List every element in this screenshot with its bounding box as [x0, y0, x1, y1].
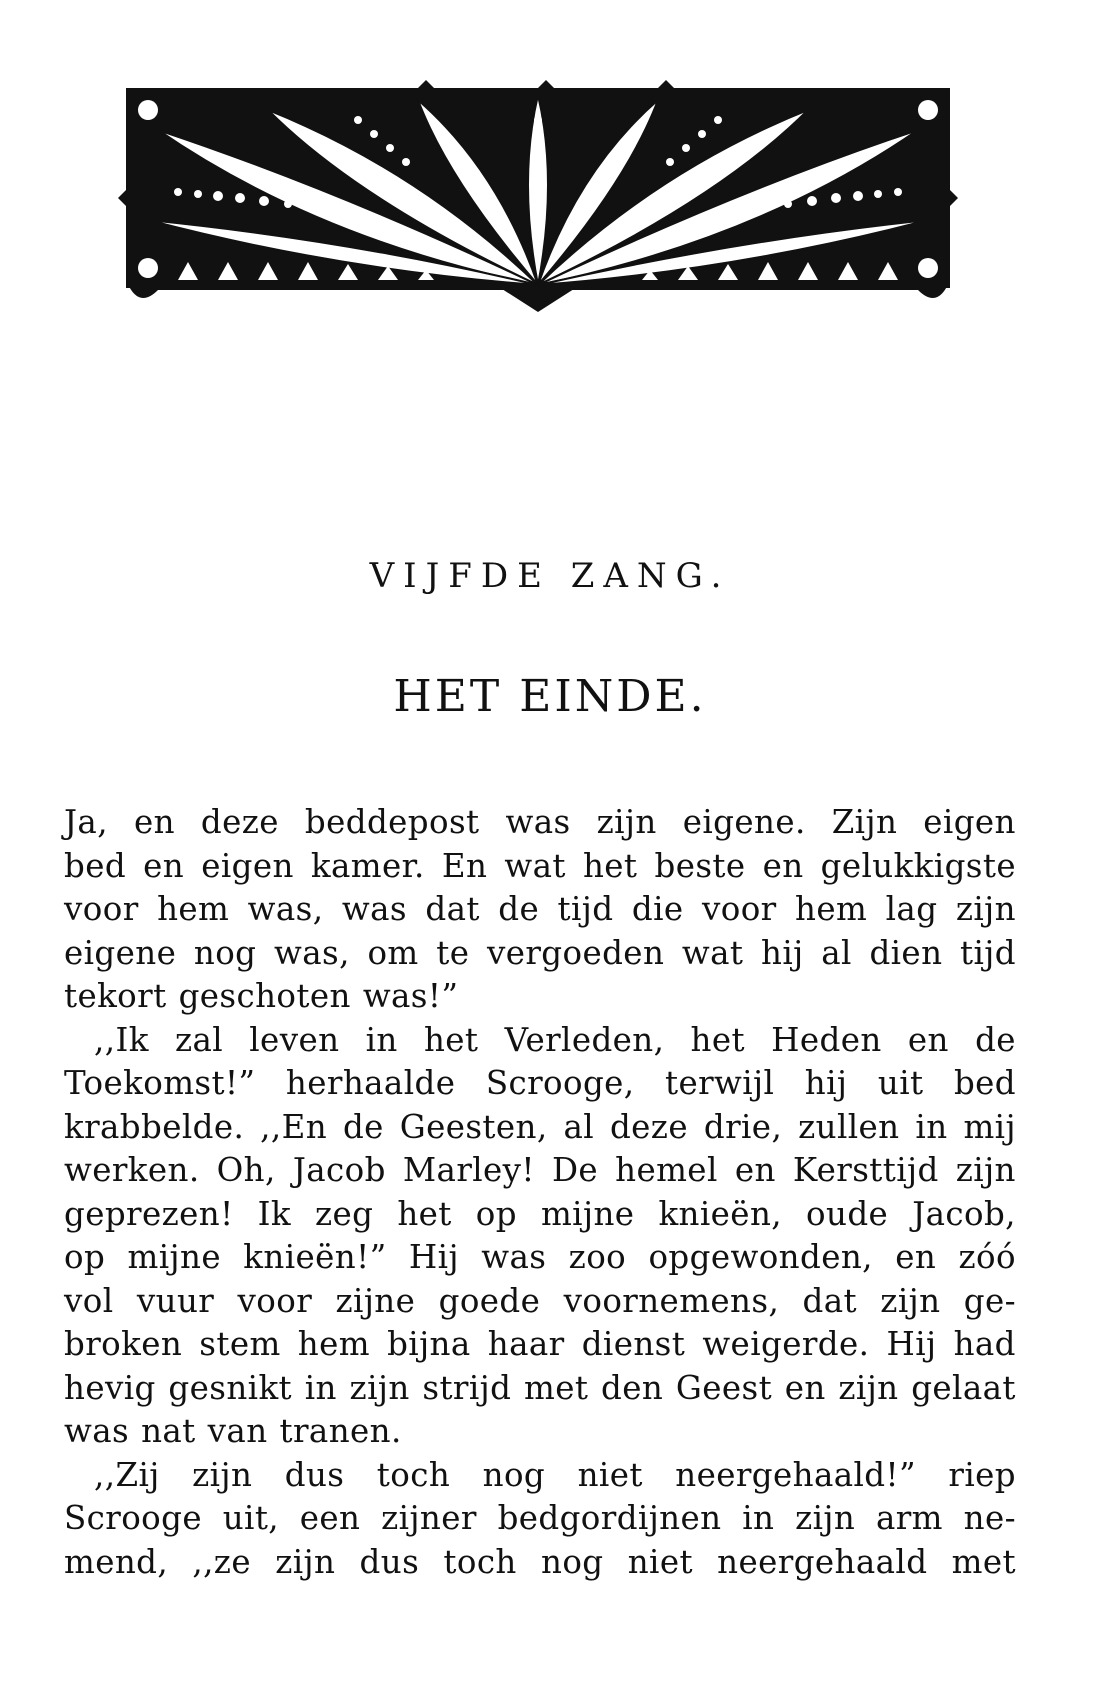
- word: op: [64, 1238, 106, 1276]
- word: zijn: [955, 1151, 1016, 1189]
- word: ,,ze: [192, 1542, 251, 1581]
- word: mend,: [64, 1542, 169, 1581]
- word: en: [784, 1368, 826, 1407]
- word: hevig: [64, 1368, 156, 1407]
- word: gelukkigste: [820, 846, 1016, 885]
- word: en: [762, 846, 804, 885]
- word: oude: [806, 1194, 889, 1233]
- word: eigene: [64, 933, 177, 972]
- word: krabbelde.: [64, 1107, 245, 1146]
- word: een: [299, 1499, 361, 1537]
- text-line: [64, 1236, 1016, 1280]
- word: dienst: [581, 1325, 686, 1363]
- word: den: [601, 1368, 664, 1407]
- word: uit,: [222, 1499, 280, 1537]
- word: hemel: [615, 1151, 718, 1189]
- word: bed: [64, 846, 127, 885]
- word: drie,: [703, 1107, 783, 1146]
- word: ne-: [963, 1499, 1016, 1537]
- text-line: [64, 1106, 1016, 1150]
- word: zijn: [349, 1368, 410, 1407]
- word: De: [551, 1151, 599, 1189]
- text-line: [64, 1410, 1016, 1454]
- word: zullen: [798, 1107, 900, 1146]
- word: vergoeden: [486, 933, 665, 972]
- word: riep: [948, 1455, 1016, 1494]
- word: al: [563, 1107, 595, 1146]
- word: dus: [284, 1455, 345, 1494]
- word: haar: [487, 1325, 565, 1363]
- word: Ik: [257, 1194, 291, 1233]
- word: gesnikt: [168, 1368, 293, 1407]
- word: nat: [141, 1412, 196, 1450]
- word: was: [64, 1412, 130, 1450]
- word: dat: [425, 890, 480, 928]
- word: voor: [701, 890, 777, 928]
- text-line: [64, 1323, 1016, 1367]
- text-line: [64, 801, 1016, 845]
- word: was: [481, 1238, 547, 1276]
- word: de: [498, 890, 540, 928]
- text-line: [64, 1454, 1016, 1498]
- word: dus: [359, 1542, 420, 1581]
- word: zijn: [795, 1499, 856, 1537]
- word: in: [365, 1020, 398, 1059]
- word: Hij: [886, 1325, 937, 1363]
- word: toch: [443, 1542, 517, 1581]
- word: strijd: [422, 1368, 512, 1407]
- word: het: [582, 846, 638, 885]
- word: zijne: [335, 1281, 416, 1320]
- word: nog: [193, 933, 257, 972]
- word: mijne: [127, 1238, 221, 1276]
- word: bed: [953, 1064, 1016, 1102]
- word: Heden: [771, 1020, 882, 1059]
- word: ,,Zij: [94, 1455, 160, 1494]
- word: opgewonden,: [648, 1238, 873, 1276]
- text-line: [64, 1280, 1016, 1324]
- word: geschoten: [178, 977, 351, 1015]
- word: tekort: [64, 977, 167, 1015]
- word: zijn: [838, 1368, 899, 1407]
- word: zijner: [381, 1499, 477, 1537]
- word: het: [397, 1194, 452, 1233]
- word: zijn: [955, 890, 1016, 928]
- word: Scrooge: [64, 1499, 202, 1537]
- word: vuur: [136, 1281, 215, 1320]
- word: beddepost: [304, 803, 480, 841]
- word: wat: [681, 933, 744, 972]
- word: knieën!”: [243, 1238, 387, 1276]
- word: knieën,: [658, 1194, 783, 1233]
- word: neergehaald!”: [675, 1455, 916, 1494]
- word: ,,Ik: [94, 1020, 149, 1059]
- text-line: [64, 1149, 1016, 1193]
- word: Kersttijd: [792, 1151, 939, 1189]
- word: Jacob: [292, 1151, 386, 1189]
- word: mijne: [540, 1194, 635, 1233]
- word: Zijn: [831, 803, 898, 841]
- word: zeg: [314, 1194, 374, 1233]
- word: was,: [247, 890, 324, 928]
- text-line: [64, 888, 1016, 932]
- decorative-headpiece-icon: [118, 80, 958, 320]
- word: in: [304, 1368, 337, 1407]
- word: vol: [64, 1281, 114, 1320]
- word: met: [524, 1368, 589, 1407]
- word: nog: [540, 1542, 604, 1581]
- word: op: [475, 1194, 517, 1233]
- text-line: [64, 932, 1016, 976]
- word: niet: [577, 1455, 643, 1494]
- word: hij: [761, 933, 804, 972]
- word: dien: [869, 933, 943, 972]
- text-line: [64, 1367, 1016, 1411]
- word: hij: [804, 1064, 848, 1102]
- word: stem: [199, 1325, 281, 1363]
- word: niet: [627, 1542, 693, 1581]
- word: en: [143, 846, 185, 885]
- text-line: [64, 1062, 1016, 1106]
- word: Scrooge,: [485, 1064, 635, 1102]
- word: voornemens,: [563, 1281, 780, 1320]
- word: was: [341, 890, 407, 928]
- word: het: [423, 1020, 479, 1059]
- word: van: [207, 1412, 268, 1450]
- word: en: [133, 803, 175, 841]
- word: tijd: [557, 890, 614, 928]
- word: eigen: [201, 846, 294, 885]
- word: Oh,: [216, 1151, 276, 1189]
- word: in: [742, 1499, 775, 1537]
- word: weigerde.: [702, 1325, 870, 1363]
- word: die: [631, 890, 684, 928]
- word: en: [895, 1238, 937, 1276]
- word: tijd: [960, 933, 1016, 972]
- word: uit: [877, 1064, 924, 1102]
- word: Ja,: [64, 803, 108, 841]
- word: was,: [274, 933, 350, 972]
- word: hem: [297, 1325, 370, 1363]
- word: ,,En: [260, 1107, 328, 1146]
- word: tranen.: [279, 1412, 402, 1450]
- word: lag: [885, 890, 938, 928]
- word: ge-: [963, 1281, 1016, 1320]
- word: voor: [64, 890, 139, 928]
- word: neergehaald: [717, 1542, 928, 1581]
- chapter-number: VIJFDE ZANG.: [369, 556, 731, 596]
- body-text: [64, 801, 1016, 1584]
- word: broken: [64, 1325, 183, 1363]
- word: bedgordijnen: [497, 1499, 722, 1537]
- word: met: [951, 1542, 1016, 1581]
- word: kamer.: [310, 846, 425, 885]
- word: en: [734, 1151, 776, 1189]
- word: zal: [174, 1020, 224, 1059]
- text-line: [64, 845, 1016, 889]
- word: zoo: [568, 1238, 627, 1276]
- word: Hij: [408, 1238, 459, 1276]
- chapter-title: HET EINDE.: [393, 671, 707, 722]
- word: voor: [237, 1281, 313, 1320]
- word: werken.: [64, 1151, 200, 1189]
- word: was!”: [362, 977, 459, 1015]
- word: eigene.: [682, 803, 806, 841]
- word: Marley!: [402, 1151, 535, 1189]
- word: dat: [802, 1281, 857, 1320]
- word: zijn: [192, 1455, 253, 1494]
- word: Geest: [675, 1368, 773, 1407]
- word: toch: [376, 1455, 451, 1494]
- word: herhaalde: [285, 1064, 456, 1102]
- word: en: [907, 1020, 949, 1059]
- word: hem: [157, 890, 230, 928]
- word: beste: [654, 846, 746, 885]
- text-line: [64, 1497, 1016, 1541]
- word: al: [821, 933, 852, 972]
- word: de: [975, 1020, 1016, 1059]
- word: zijn: [596, 803, 657, 841]
- word: wat: [504, 846, 566, 885]
- word: had: [953, 1325, 1016, 1363]
- text-line: [64, 975, 1016, 1019]
- word: arm: [875, 1499, 943, 1537]
- word: mij: [963, 1107, 1016, 1146]
- word: was: [505, 803, 571, 841]
- word: geprezen!: [64, 1194, 234, 1233]
- word: zijn: [275, 1542, 336, 1581]
- word: leven: [249, 1020, 340, 1059]
- text-line: [64, 1541, 1016, 1585]
- word: gelaat: [911, 1368, 1016, 1407]
- word: En: [441, 846, 488, 885]
- text-line: [64, 1019, 1016, 1063]
- word: om: [367, 933, 419, 972]
- word: het: [690, 1020, 745, 1059]
- word: zijn: [880, 1281, 941, 1320]
- text-line: [64, 1193, 1016, 1237]
- word: deze: [200, 803, 279, 841]
- word: bijna: [387, 1325, 471, 1363]
- word: de: [342, 1107, 384, 1146]
- word: Geesten,: [399, 1107, 548, 1146]
- word: Toekomst!”: [64, 1064, 256, 1102]
- word: in: [915, 1107, 948, 1146]
- word: hem: [795, 890, 868, 928]
- word: zóó: [958, 1238, 1016, 1276]
- word: Jacob,: [912, 1194, 1016, 1233]
- word: terwijl: [665, 1064, 775, 1102]
- word: nog: [482, 1455, 546, 1494]
- word: deze: [609, 1107, 688, 1146]
- word: te: [436, 933, 470, 972]
- word: eigen: [923, 803, 1016, 841]
- word: Verleden,: [504, 1020, 665, 1059]
- word: goede: [438, 1281, 541, 1320]
